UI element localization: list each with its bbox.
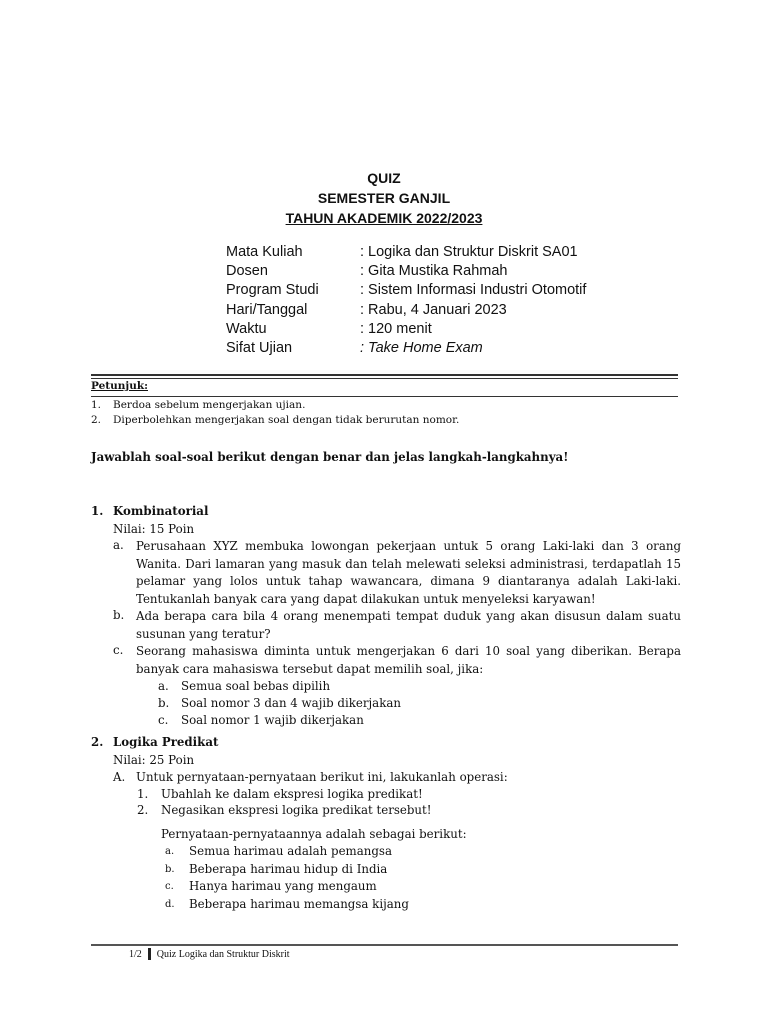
list-text: Diperbolehkan mengerjakan soal dengan tidak berurutan nomor. xyxy=(113,414,460,426)
operation-item xyxy=(91,786,681,802)
section-score: Nilai: 15 Poin xyxy=(113,522,195,536)
sub-question-mark: b. xyxy=(158,696,170,710)
question-mark: A. xyxy=(113,770,126,784)
info-label: Mata Kuliah xyxy=(226,244,303,260)
page-footer xyxy=(129,948,290,960)
statement-mark: a. xyxy=(165,846,175,857)
section-number: 2. xyxy=(91,735,104,749)
info-value: : Logika dan Struktur Diskrit SA01 xyxy=(360,244,578,260)
statement-text: Hanya harimau yang mengaum xyxy=(189,879,377,893)
section-logika-predikat xyxy=(91,733,681,913)
footer-divider xyxy=(91,944,678,946)
operation-number: 2. xyxy=(137,803,149,817)
info-row-exam-type xyxy=(226,339,586,358)
info-row-date xyxy=(226,301,586,320)
question-text: Perusahaan XYZ membuka lowongan pekerjaan untuk 5 orang Laki-laki dan 3 orang Wanita. Dari lamaran yang masuk dan telah melewati seleksi administrasi, terdapatlah 15 pelamar yang lolos untuk tahap wawancara, dimana 9 diantaranya adalah Laki-laki. Tentukanlah banyak cara yang dapat dilakukan untuk menyeleksi karyawan! xyxy=(136,539,681,606)
instructions-list xyxy=(91,398,459,428)
statement-mark: d. xyxy=(165,898,175,910)
header-semester: SEMESTER GANJIL xyxy=(317,190,451,206)
statement-item xyxy=(91,878,681,896)
question-mark: b. xyxy=(113,608,125,622)
rule-divider xyxy=(91,396,678,397)
statement-item xyxy=(91,843,681,861)
exam-info xyxy=(226,243,586,358)
section-score: Nilai: 25 Poin xyxy=(113,753,195,767)
sub-question-text: Semua soal bebas dipilih xyxy=(181,679,331,693)
list-number: 1. xyxy=(91,399,102,411)
sub-question-item xyxy=(91,695,681,712)
sub-question-item xyxy=(91,678,681,695)
double-rule-divider xyxy=(91,374,678,379)
question-text: Ada berapa cara bila 4 orang menempati tempat duduk yang akan disusun dalam suatu susunan yang teratur? xyxy=(136,609,681,641)
statement-item xyxy=(91,896,681,914)
page-number: 1/2 xyxy=(129,948,142,960)
question-item xyxy=(91,608,681,643)
info-value: : Rabu, 4 Januari 2023 xyxy=(360,301,507,318)
info-row-course xyxy=(226,243,586,262)
section-name: Logika Predikat xyxy=(113,735,219,749)
operation-item xyxy=(91,802,681,818)
section-name: Kombinatorial xyxy=(113,504,209,518)
info-row-lecturer xyxy=(226,262,586,281)
info-value: : Take Home Exam xyxy=(360,339,483,356)
sub-question-item xyxy=(91,712,681,729)
instructions-title: Petunjuk: xyxy=(91,380,148,392)
info-value: : 120 menit xyxy=(360,320,432,337)
section-number: 1. xyxy=(91,504,104,518)
info-label: Hari/Tanggal xyxy=(226,301,308,318)
main-instruction: Jawablah soal-soal berikut dengan benar dan jelas langkah-langkahnya! xyxy=(91,450,569,464)
list-text: Berdoa sebelum mengerjakan ujian. xyxy=(113,399,306,411)
question-item xyxy=(91,643,681,678)
sub-question-mark: a. xyxy=(158,679,169,693)
info-label: Dosen xyxy=(226,263,268,280)
header-academic-year: TAHUN AKADEMIK 2022/2023 xyxy=(285,210,483,226)
operation-text: Ubahlah ke dalam ekspresi logika predikat! xyxy=(161,787,423,801)
list-number: 2. xyxy=(91,414,102,426)
statement-mark: c. xyxy=(165,881,174,892)
sub-question-text: Soal nomor 3 dan 4 wajib dikerjakan xyxy=(181,696,401,710)
list-item xyxy=(91,398,459,413)
statements-intro: Pernyataan-pernyataannya adalah sebagai berikut: xyxy=(161,827,467,841)
info-label: Program Studi xyxy=(226,282,319,299)
question-text: Seorang mahasiswa diminta untuk mengerjakan 6 dari 10 soal yang diberikan. Berapa banyak cara mahasiswa tersebut dapat memilih soal, jika: xyxy=(136,644,681,676)
info-row-program xyxy=(226,281,586,300)
question-mark: c. xyxy=(113,643,124,657)
list-item xyxy=(91,413,459,428)
footer-separator xyxy=(148,948,151,960)
section-kombinatorial xyxy=(91,502,681,729)
question-item xyxy=(91,538,681,608)
question-item xyxy=(91,769,681,786)
question-mark: a. xyxy=(113,538,124,552)
statement-text: Beberapa harimau memangsa kijang xyxy=(189,896,409,911)
statement-item xyxy=(91,861,681,879)
question-text: Untuk pernyataan-pernyataan berikut ini, lakukanlah operasi: xyxy=(136,770,508,784)
info-value: : Gita Mustika Rahmah xyxy=(360,263,508,280)
info-label: Waktu xyxy=(226,320,267,337)
statement-mark: b. xyxy=(165,863,175,875)
statement-text: Beberapa harimau hidup di India xyxy=(189,861,388,876)
section-title xyxy=(91,733,681,751)
sub-question-mark: c. xyxy=(158,713,169,727)
info-value: : Sistem Informasi Industri Otomotif xyxy=(360,282,587,299)
sub-question-text: Soal nomor 1 wajib dikerjakan xyxy=(181,713,364,727)
operation-number: 1. xyxy=(137,787,149,801)
footer-title: Quiz Logika dan Struktur Diskrit xyxy=(156,948,290,960)
header-quiz: QUIZ xyxy=(367,170,401,186)
info-label: Sifat Ujian xyxy=(226,339,293,356)
operation-text: Negasikan ekspresi logika predikat tersebut! xyxy=(161,803,432,817)
document-header xyxy=(0,168,768,228)
info-row-duration xyxy=(226,320,586,339)
statement-text: Semua harimau adalah pemangsa xyxy=(189,844,393,858)
section-title xyxy=(91,502,681,520)
